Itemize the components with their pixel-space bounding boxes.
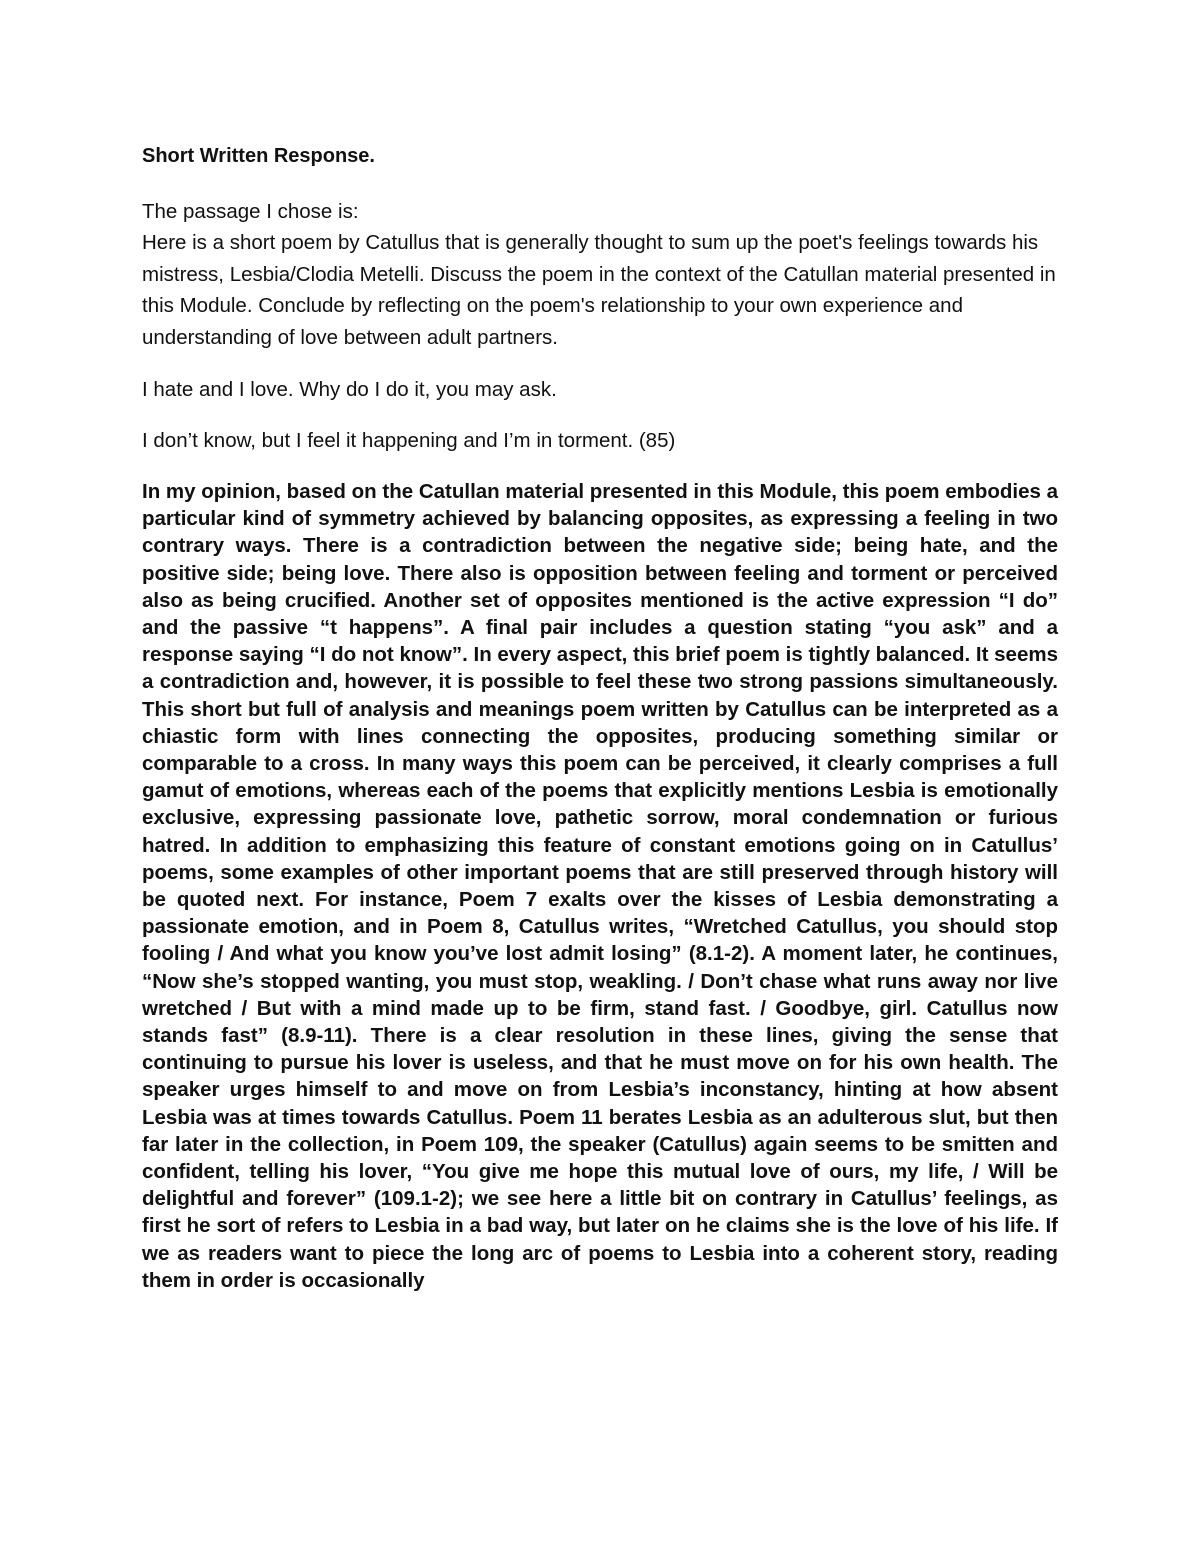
- poem-line-2: I don’t know, but I feel it happening and I’m in torment. (85): [142, 429, 676, 452]
- essay-paragraph: In my opinion, based on the Catullan material presented in this Module, this poem embodies a particular kind of symmetry achieved by balancing opposites, as expressing a feeling in two contrary ways. There is a contradiction between the negative side; being hate, and the positive side; being love. There also is opposition between feeling and torment or perceived also as being crucified. Another set of opposites mentioned is the active expression “I do” and the passive “t happens”. A final pair includes a question stating “you ask” and a response saying “I do not know”. In every aspect, this brief poem is tightly balanced. It seems a contradiction and, however, it is possible to feel these two strong passions simultaneously. This short but full of analysis and meanings poem written by Catullus can be interpreted as a chiastic form with lines connecting the opposites, producing something similar or comparable to a cross. In many ways this poem can be perceived, it clearly comprises a full gamut of emotions, whereas each of the poems that explicitly mentions Lesbia is emotionally exclusive, expressing passionate love, pathetic sorrow, moral condemnation or furious hatred. In addition to emphasizing this feature of constant emotions going on in Catullus’ poems, some examples of other important poems that are still preserved through history will be quoted next. For instance, Poem 7 exalts over the kisses of Lesbia demonstrating a passionate emotion, and in Poem 8, Catullus writes, “Wretched Catullus, you should stop fooling / And what you know you’ve lost admit losing” (8.1-2). A moment later, he continues, “Now she’s stopped wanting, you must stop, weakling. / Don’t chase what runs away nor live wretched / But with a mind made up to be firm, stand fast. / Goodbye, girl. Catullus now stands fast” (8.9-11). There is a clear resolution in these lines, giving the sense that continuing to pursue his lover is useless, and that he must move on for his own health. The speaker urges himself to and move on from Lesbia’s inconstancy, hinting at how absent Lesbia was at times towards Catullus. Poem 11 berates Lesbia as an adulterous slut, but then far later in the collection, in Poem 109, the speaker (Catullus) again seems to be smitten and confident, telling his lover, “You give me hope this mutual love of ours, my life, / Will be delightful and forever” (109.1-2); we see here a little bit on contrary in Catullus’ feelings, as first he sort of refers to Lesbia in a bad way, but later on he claims she is the love of his life. If we as readers want to piece the long arc of poems to Lesbia into a coherent story, reading them in order is occasionally: [142, 480, 1058, 1292]
- document-title: Short Written Response.: [142, 145, 375, 167]
- passage-intro: The passage I chose is:: [142, 200, 359, 223]
- page-content: [142, 142, 1058, 1294]
- assignment-prompt: Here is a short poem by Catullus that is generally thought to sum up the poet's feelings towards his mistress, Lesbia/Clodia Metelli. Discuss the poem in the context of the Catullan material presented in this Module. Conclude by reflecting on the poem's relationship to your own experience and understanding of love between adult partners.: [142, 231, 1056, 349]
- poem-line-1: I hate and I love. Why do I do it, you may ask.: [142, 378, 557, 401]
